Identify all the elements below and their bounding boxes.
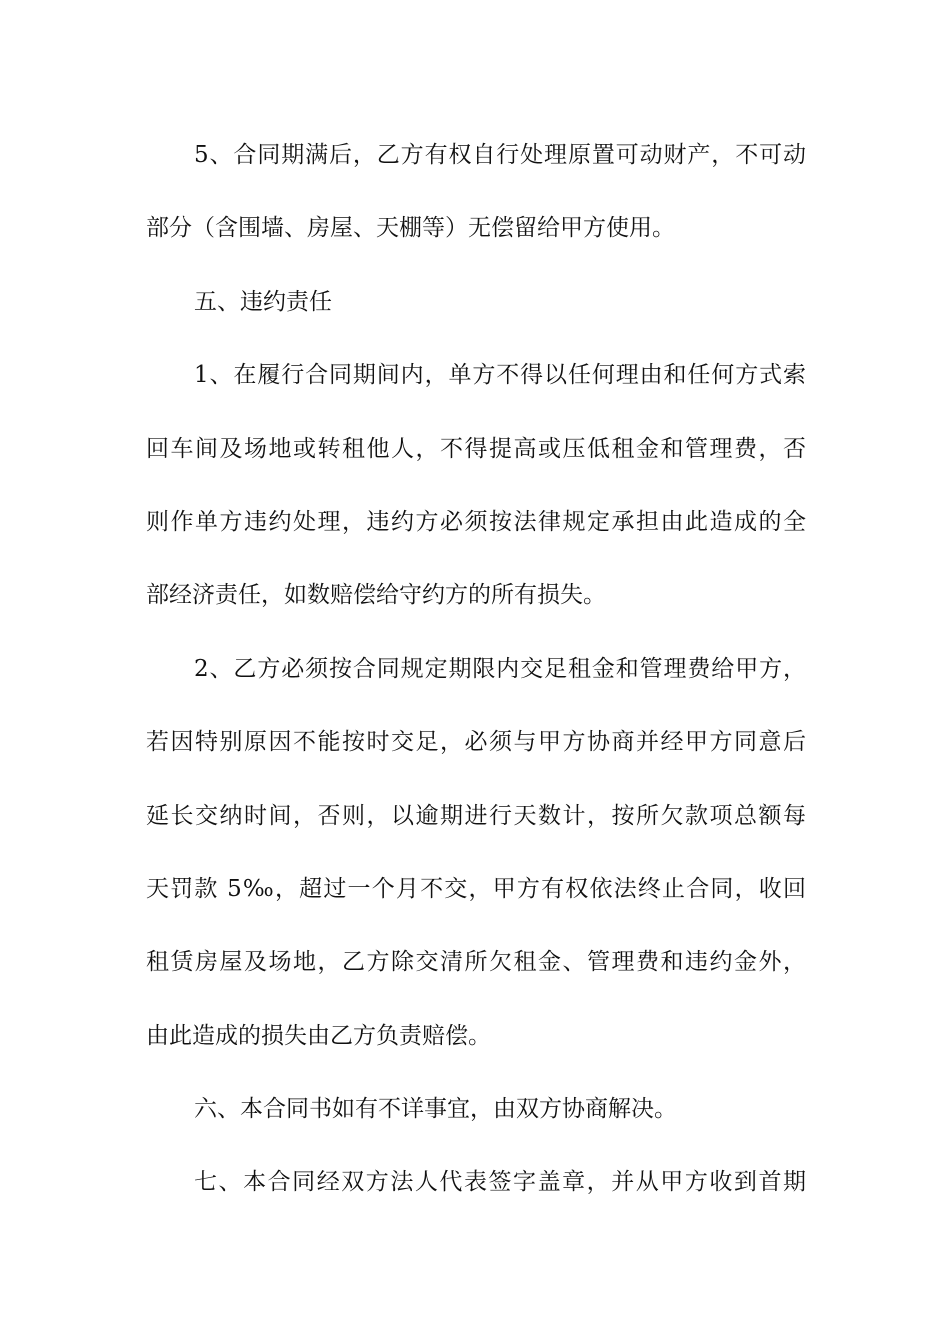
- text-line: 部分（含围墙、房屋、天棚等）无偿留给甲方使用。: [146, 215, 675, 242]
- text-line: 延长交纳时间，否则，以逾期进行天数计，按所欠款项总额每: [146, 802, 806, 829]
- section-heading: 五、违约责任: [194, 288, 332, 315]
- text-line: 租赁房屋及场地，乙方除交清所欠租金、管理费和违约金外，: [146, 949, 806, 976]
- text-line: 由此造成的损失由乙方负责赔偿。: [146, 1022, 491, 1049]
- text-line: 七、本合同经双方法人代表签字盖章，并从甲方收到首期: [194, 1169, 806, 1196]
- text-line: 5、合同期满后，乙方有权自行处理原置可动财产，不可动: [194, 142, 806, 168]
- document-body: [146, 132, 806, 1233]
- text-line: 2、乙方必须按合同规定期限内交足租金和管理费给甲方，: [194, 655, 806, 682]
- text-line: 天罚款 5‰，超过一个月不交，甲方有权依法终止合同，收回: [146, 875, 806, 902]
- text-line: 回车间及场地或转租他人，不得提高或压低租金和管理费，否: [146, 435, 806, 462]
- text-line: 部经济责任，如数赔偿给守约方的所有损失。: [146, 582, 606, 609]
- text-line: 1、在履行合同期间内，单方不得以任何理由和任何方式索: [194, 362, 806, 389]
- section-heading: 六、本合同书如有不详事宜，由双方协商解决。: [194, 1096, 677, 1123]
- text-line: 则作单方违约处理，违约方必须按法律规定承担由此造成的全: [146, 508, 806, 535]
- text-line: 若因特别原因不能按时交足，必须与甲方协商并经甲方同意后: [146, 729, 806, 756]
